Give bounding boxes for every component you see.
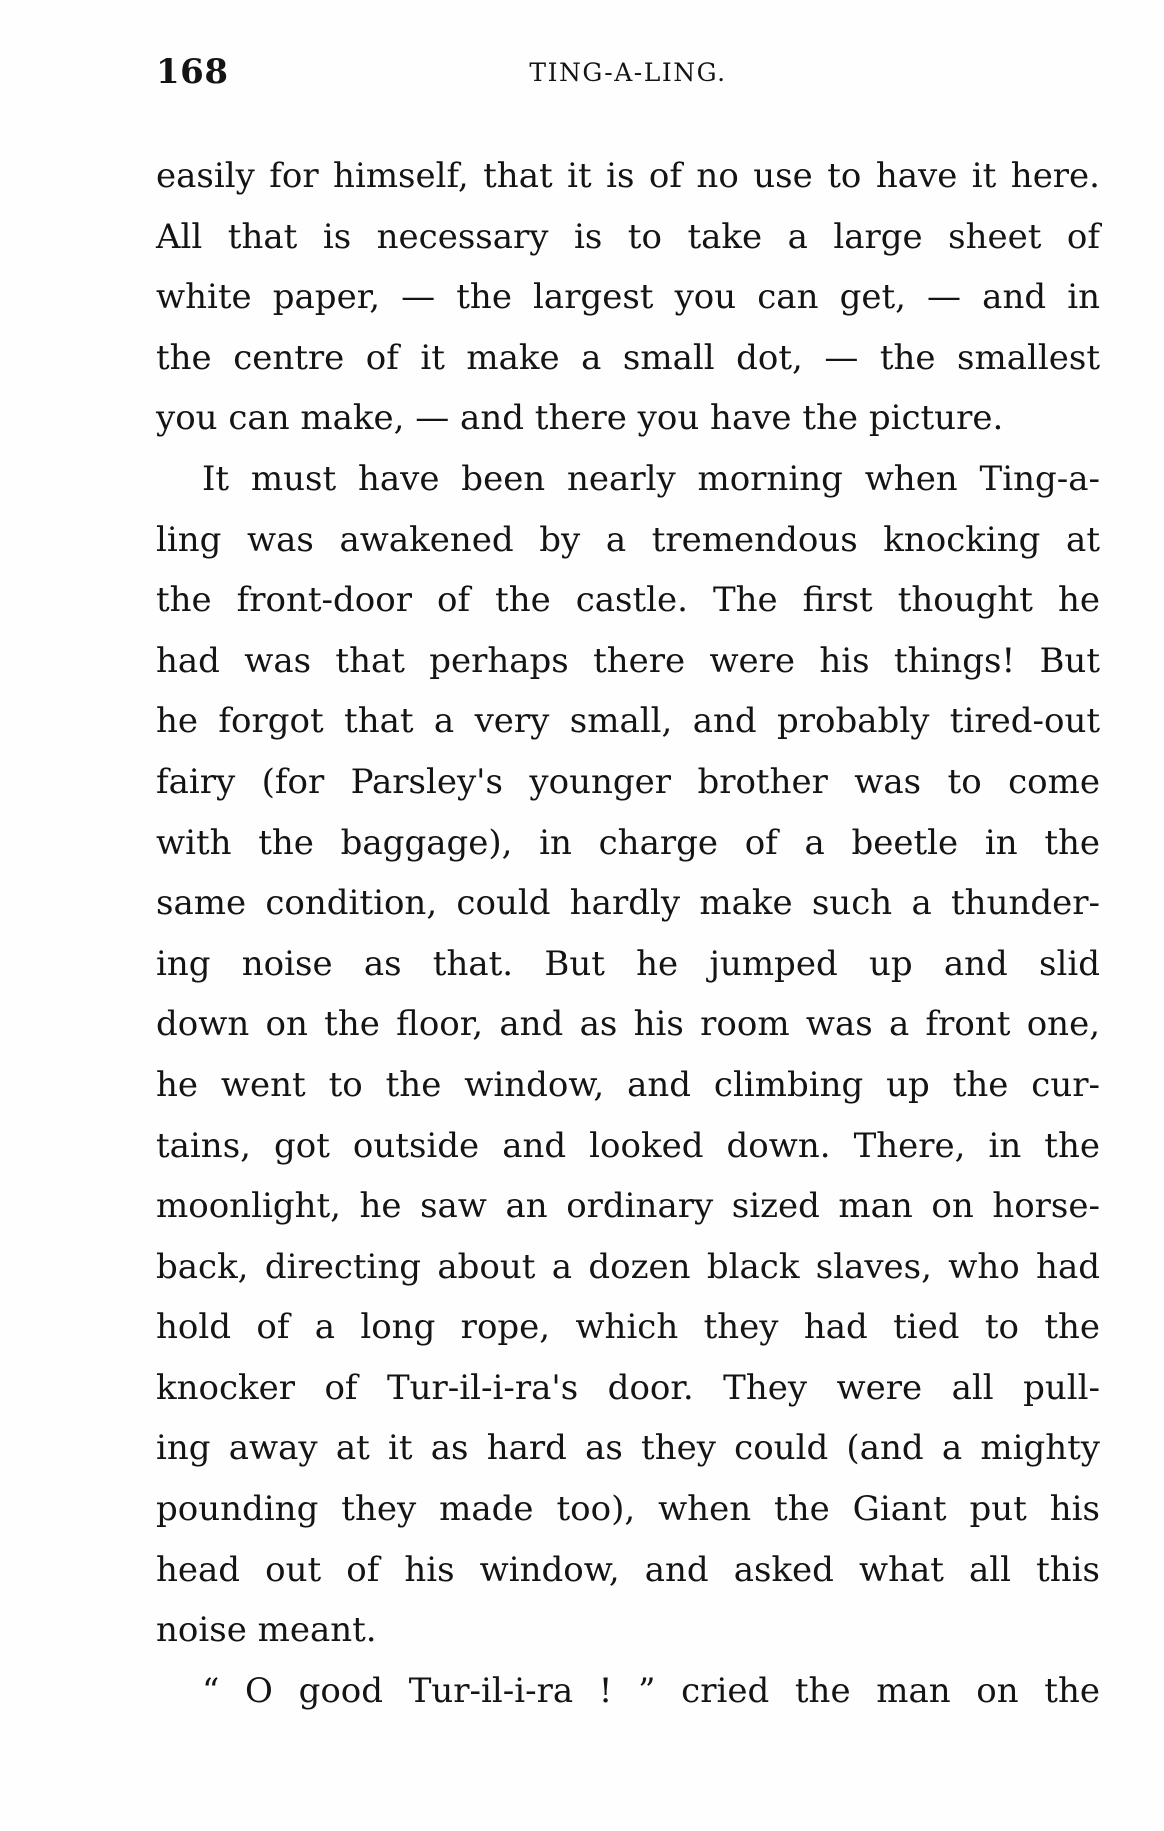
text-line: It must have been nearly morning when Ting-a- bbox=[202, 458, 1100, 499]
text-line: same condition, could hardly make such a thunder- bbox=[156, 883, 1100, 924]
body-text bbox=[156, 146, 1100, 1721]
text-line: back, directing about a dozen black slaves, who had bbox=[156, 1246, 1100, 1287]
page-number: 168 bbox=[156, 52, 229, 92]
text-line: pounding they made too), when the Giant put his bbox=[156, 1489, 1100, 1530]
text-line: head out of his window, and asked what all this bbox=[156, 1549, 1100, 1590]
text-line: easily for himself, that it is of no use to have it here. bbox=[156, 156, 1100, 196]
text-line: hold of a long rope, which they had tied to the bbox=[156, 1307, 1100, 1348]
text-line: the centre of it make a small dot, — the smallest bbox=[156, 337, 1100, 378]
running-title: TING-A-LING. bbox=[529, 58, 727, 87]
text-line: the front-door of the castle. The first thought he bbox=[156, 580, 1100, 621]
text-line: ing noise as that. But he jumped up and slid bbox=[156, 943, 1100, 984]
text-line: down on the floor, and as his room was a front one, bbox=[156, 1004, 1100, 1045]
text-line: tains, got outside and looked down. There, in the bbox=[156, 1125, 1100, 1166]
text-line: you can make, — and there you have the picture. bbox=[156, 398, 1004, 439]
text-line: noise meant. bbox=[156, 1610, 377, 1651]
text-line: fairy (for Parsley's younger brother was to come bbox=[156, 761, 1100, 802]
text-line: moonlight, he saw an ordinary sized man on horse- bbox=[156, 1186, 1100, 1227]
text-line: he forgot that a very small, and probably tired-out bbox=[156, 701, 1100, 742]
paragraph-3 bbox=[156, 1661, 1100, 1722]
text-line: had was that perhaps there were his things! But bbox=[156, 640, 1100, 681]
text-line: ling was awakened by a tremendous knocking at bbox=[156, 519, 1100, 560]
text-line: white paper, — the largest you can get, — and in bbox=[156, 277, 1100, 318]
text-line: “ O good Tur-il-i-ra ! ” cried the man on the bbox=[202, 1670, 1100, 1711]
page-header bbox=[156, 52, 1100, 112]
text-line: ing away at it as hard as they could (and a mighty bbox=[156, 1428, 1100, 1469]
paragraph-1 bbox=[156, 146, 1100, 449]
text-line: with the baggage), in charge of a beetle in the bbox=[156, 822, 1100, 863]
text-line: he went to the window, and climbing up the cur- bbox=[156, 1064, 1100, 1105]
paragraph-2 bbox=[156, 449, 1100, 1661]
text-line: knocker of Tur-il-i-ra's door. They were all pull- bbox=[156, 1367, 1100, 1408]
text-line: All that is necessary is to take a large sheet of bbox=[156, 216, 1100, 257]
